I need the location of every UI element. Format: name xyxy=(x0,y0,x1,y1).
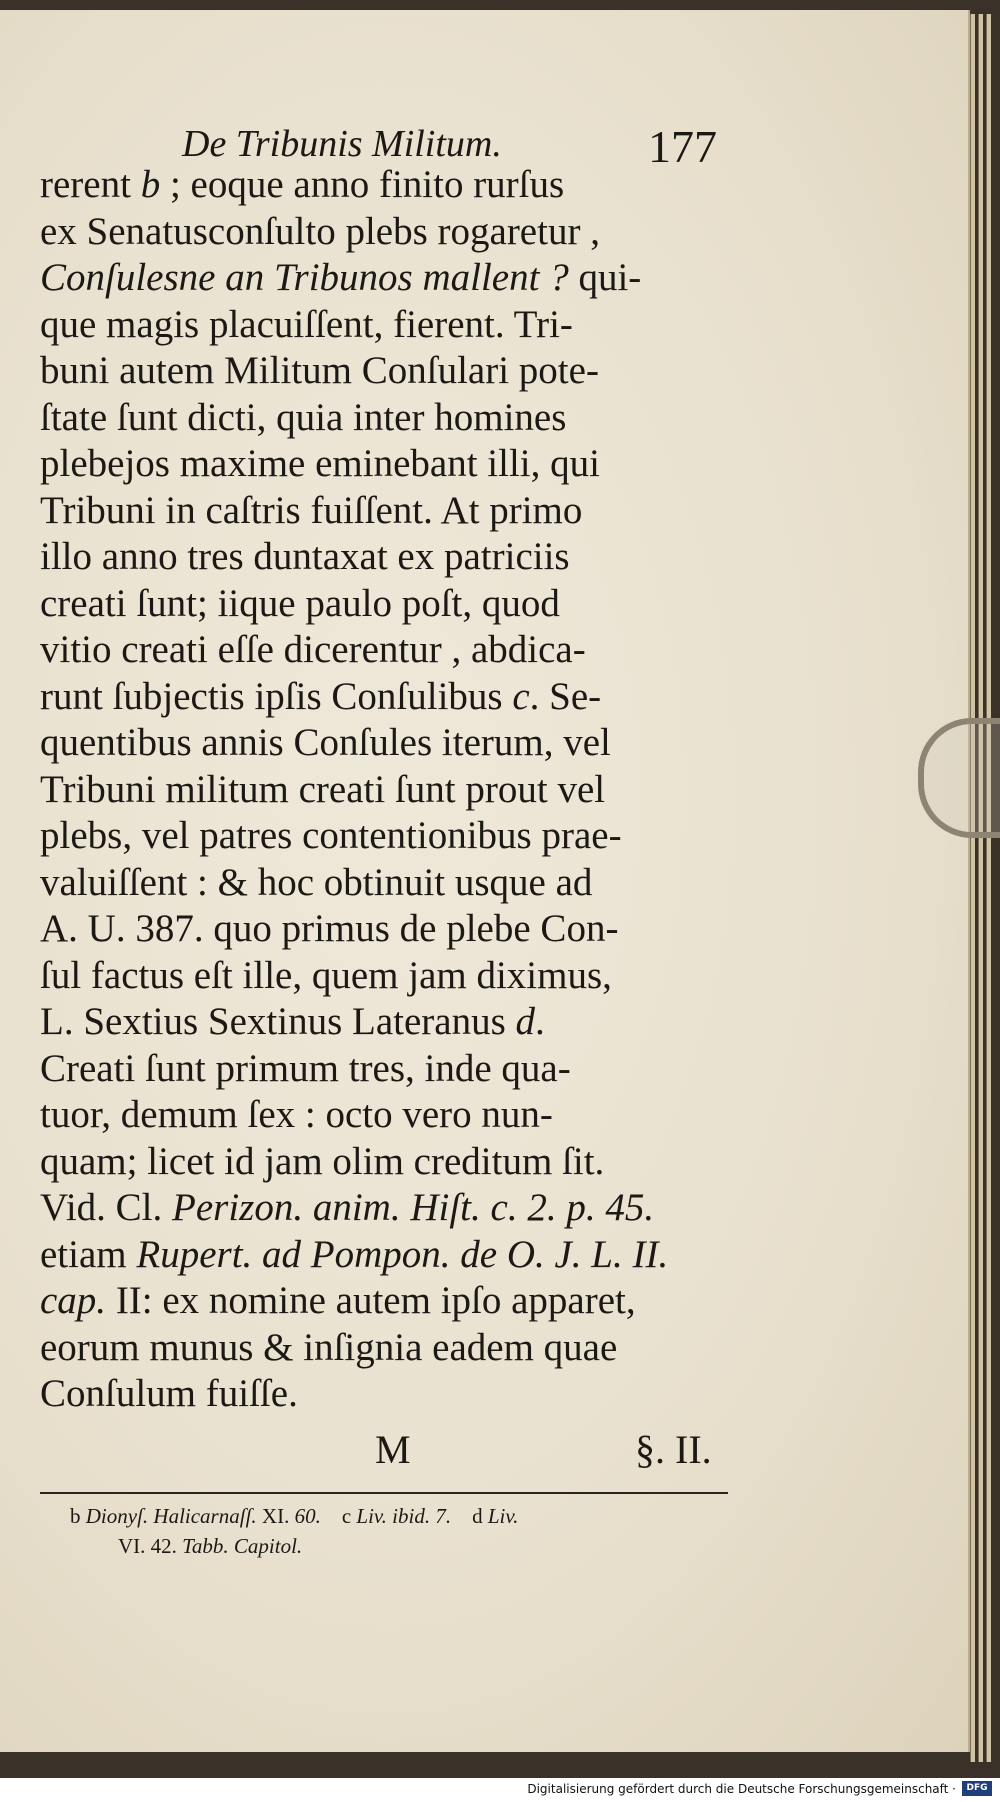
italic-span: Dionyſ. Halicarnaſſ. xyxy=(85,1504,257,1528)
page-edge xyxy=(978,14,983,1762)
text-span: illo anno tres duntaxat ex patriciis xyxy=(40,535,570,578)
text-line xyxy=(40,674,730,720)
book-page xyxy=(0,10,970,1752)
text-span: plebejos maxime eminebant illi, qui xyxy=(40,442,600,485)
text-line xyxy=(40,813,730,859)
text-line xyxy=(40,999,730,1045)
text-span: . Se- xyxy=(529,674,602,718)
text-line xyxy=(40,1139,730,1185)
text-span: Tribuni in caſtris fuiſſent. At primo xyxy=(40,488,583,532)
text-line xyxy=(40,1092,730,1138)
text-span: creati ſunt; iique paulo poſt, quod xyxy=(40,581,560,625)
text-span: b xyxy=(70,1504,86,1528)
running-head: De Tribunis Militum. xyxy=(182,123,502,165)
text-line xyxy=(40,348,730,394)
text-line xyxy=(40,302,730,348)
text-span: etiam xyxy=(40,1232,137,1276)
text-span: rerent xyxy=(40,163,141,206)
text-span: vitio creati eſſe dicerentur , abdica- xyxy=(40,628,586,671)
italic-span: Rupert. ad Pompon. de O. J. L. II. xyxy=(136,1232,669,1276)
text-span: ; eoque anno finito rurſus xyxy=(160,163,565,206)
italic-span: Liv. xyxy=(487,1504,519,1528)
italic-span: Conſulesne an Tribunos mallent ? xyxy=(40,256,569,299)
catchword: §. II. xyxy=(635,1427,712,1472)
text-line xyxy=(40,1371,730,1417)
text-span: que magis placuiſſent, fierent. Tri- xyxy=(40,302,573,346)
footnote-line xyxy=(118,1534,302,1559)
italic-span: b xyxy=(140,163,161,206)
text-span: quentibus annis Conſules iterum, vel xyxy=(40,721,611,764)
text-line xyxy=(40,627,730,673)
text-span: qui- xyxy=(568,256,642,299)
text-line xyxy=(40,860,730,906)
footnote-line xyxy=(70,1504,518,1529)
text-line xyxy=(40,1185,730,1231)
text-line xyxy=(40,395,730,441)
text-line xyxy=(40,581,730,627)
text-span: Creati ſunt primum tres, inde qua- xyxy=(40,1046,571,1090)
italic-span: cap. xyxy=(40,1279,107,1322)
digitization-credit: Digitalisierung gefördert durch die Deutsche Forschungsgemeinschaft · xyxy=(527,1782,956,1796)
text-span: tuor, demum ſex : octo vero nun- xyxy=(40,1093,553,1136)
text-line xyxy=(40,906,730,952)
text-span: plebs, vel patres contentionibus prae- xyxy=(40,814,622,857)
text-span: Vid. Cl. xyxy=(40,1186,173,1229)
text-line xyxy=(40,1325,730,1371)
text-span: A. U. 387. quo primus de plebe Con- xyxy=(40,907,619,950)
text-span: . xyxy=(535,1000,545,1043)
text-span: Conſulum fuiſſe. xyxy=(40,1372,298,1415)
text-line xyxy=(40,1046,730,1092)
text-line xyxy=(40,1278,730,1324)
text-span: buni autem Militum Conſulari pote- xyxy=(40,349,599,392)
italic-span: Tabb. Capitol. xyxy=(182,1534,303,1558)
signature-mark: M xyxy=(375,1427,411,1472)
text-span: runt ſubjectis ipſis Conſulibus xyxy=(40,674,513,718)
text-line xyxy=(40,534,730,580)
text-span: II: ex nomine autem ipſo apparet, xyxy=(106,1279,636,1322)
text-line xyxy=(40,209,730,255)
text-span: ſul factus eſt ille, quem jam diximus, xyxy=(40,953,612,997)
italic-span: d xyxy=(515,1000,536,1043)
text-span: c xyxy=(320,1504,357,1528)
text-span: ex Senatusconſulto plebs rogaretur , xyxy=(40,209,600,253)
text-span: quam; licet id jam olim creditum ſit. xyxy=(40,1139,605,1183)
text-span: d xyxy=(451,1504,488,1528)
text-span: Tribuni militum creati ſunt prout vel xyxy=(40,767,606,811)
italic-span: c xyxy=(512,674,530,718)
text-span: L. Sextius Sextinus Lateranus xyxy=(40,1000,516,1043)
text-line xyxy=(40,255,730,301)
page-number: 177 xyxy=(648,121,717,172)
text-line xyxy=(40,1232,730,1278)
page-edge xyxy=(986,14,991,1762)
text-line xyxy=(40,488,730,534)
text-span: ſtate ſunt dicti, quia inter homines xyxy=(40,395,567,439)
dfg-logo: DFG xyxy=(962,1781,992,1796)
text-span: valuiſſent : & hoc obtinuit usque ad xyxy=(40,860,593,904)
page-edge xyxy=(970,14,975,1762)
text-span: XI. xyxy=(256,1504,295,1528)
text-line xyxy=(40,767,730,813)
text-line xyxy=(40,953,730,999)
text-line xyxy=(40,162,730,208)
italic-span: Perizon. anim. Hiſt. c. 2. p. 45. xyxy=(172,1186,655,1229)
text-line xyxy=(40,441,730,487)
italic-span: Liv. ibid. 7. xyxy=(356,1504,452,1528)
text-line xyxy=(40,720,730,766)
text-span: VI. 42. xyxy=(118,1534,183,1558)
italic-span: 60. xyxy=(294,1504,321,1528)
text-span: eorum munus & inſignia eadem quae xyxy=(40,1325,618,1369)
footnote-rule xyxy=(40,1492,728,1494)
